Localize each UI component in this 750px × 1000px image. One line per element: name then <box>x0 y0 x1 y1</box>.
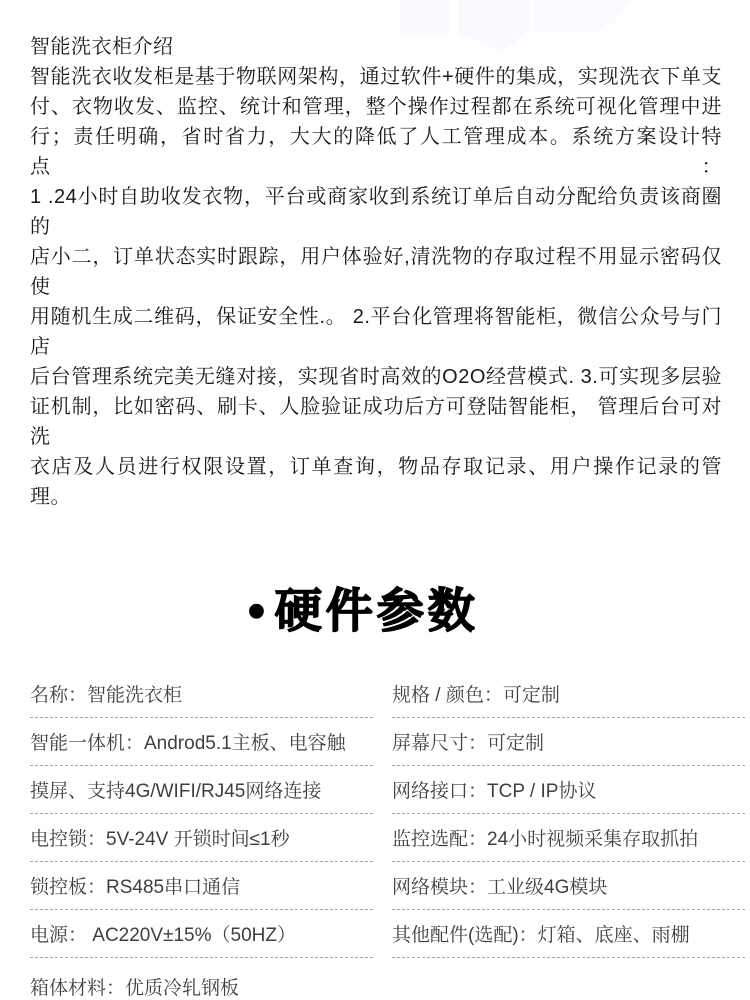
spec-row-name <box>30 670 373 718</box>
spec-text: 屏幕尺寸：可定制 <box>392 733 545 754</box>
intro-line: 证机制，比如密码、刷卡、人脸验证成功后方可登陆智能柜， 管理后台可对洗 <box>30 396 722 448</box>
intro-line: 行；责任明确，省时省力，大大的降低了人工管理成本。系统方案设计特点： <box>30 126 722 178</box>
spec-text: 摸屏、支持4G/WIFI/RJ45网络连接 <box>30 781 322 802</box>
intro-line: 后台管理系统完美无缝对接，实现省时高效的O2O经营模式. 3.可实现多层验 <box>30 366 722 388</box>
intro-title: 智能洗衣柜介绍 <box>30 36 174 58</box>
spec-text: 电源： AC220V±15%（50HZ） <box>30 925 296 946</box>
section-heading <box>0 586 750 636</box>
spec-text: 智能一体机：Androd5.1主板、电容触 <box>30 733 346 754</box>
spec-row-allinone <box>30 718 373 766</box>
spec-row-screen <box>392 718 745 766</box>
spec-text: 网络接口：TCP / IP协议 <box>392 781 597 802</box>
spec-text: 其他配件(选配)：灯箱、底座、雨棚 <box>392 925 690 946</box>
spec-text: 规格 / 颜色：可定制 <box>392 685 560 706</box>
spec-text: 电控锁：5V-24V 开锁时间≤1秒 <box>30 829 290 850</box>
specs-table <box>0 670 750 1000</box>
spec-row-lock <box>30 814 373 862</box>
spec-row-accessories <box>392 910 745 958</box>
spec-row-size-color <box>392 670 745 718</box>
section-heading-text: 硬件参数 <box>274 584 479 637</box>
intro-line: 智能洗衣收发柜是基于物联网架构，通过软件+硬件的集成，实现洗衣下单支 <box>30 66 722 88</box>
spec-row-network-interface <box>392 766 745 814</box>
intro-line: 1 .24小时自助收发衣物，平台或商家收到系统订单后自动分配给负责该商圈的 <box>30 186 722 238</box>
intro-line: 衣店及人员进行权限设置，订单查询，物品存取记录、用户操作记录的管理。 <box>30 456 722 508</box>
bullet-icon: • <box>248 584 265 637</box>
specs-column-right <box>392 670 745 1000</box>
spec-row-monitoring <box>392 814 745 862</box>
spec-text: 监控选配：24小时视频采集存取抓拍 <box>392 829 699 850</box>
spec-row-material <box>30 958 373 1000</box>
spec-row-lock-board <box>30 862 373 910</box>
spec-text: 名称：智能洗衣柜 <box>30 685 183 706</box>
spec-row-network-module <box>392 862 745 910</box>
spec-text: 网络模块：工业级4G模块 <box>392 877 608 898</box>
specs-column-left <box>30 670 373 1000</box>
spec-row-power <box>30 910 373 958</box>
intro-line: 店小二，订单状态实时跟踪，用户体验好,清洗物的存取过程不用显示密码仅使 <box>30 246 722 298</box>
spec-text: 锁控板：RS485串口通信 <box>30 877 241 898</box>
intro-line: 付、衣物收发、监控、统计和管理，整个操作过程都在系统可视化管理中进 <box>30 96 722 118</box>
spec-row-allinone-cont <box>30 766 373 814</box>
intro-line: 用随机生成二维码，保证安全性.。 2.平台化管理将智能柜，微信公众号与门店 <box>30 306 722 358</box>
spec-text: 箱体材料：优质冷轧钢板 <box>30 978 240 999</box>
